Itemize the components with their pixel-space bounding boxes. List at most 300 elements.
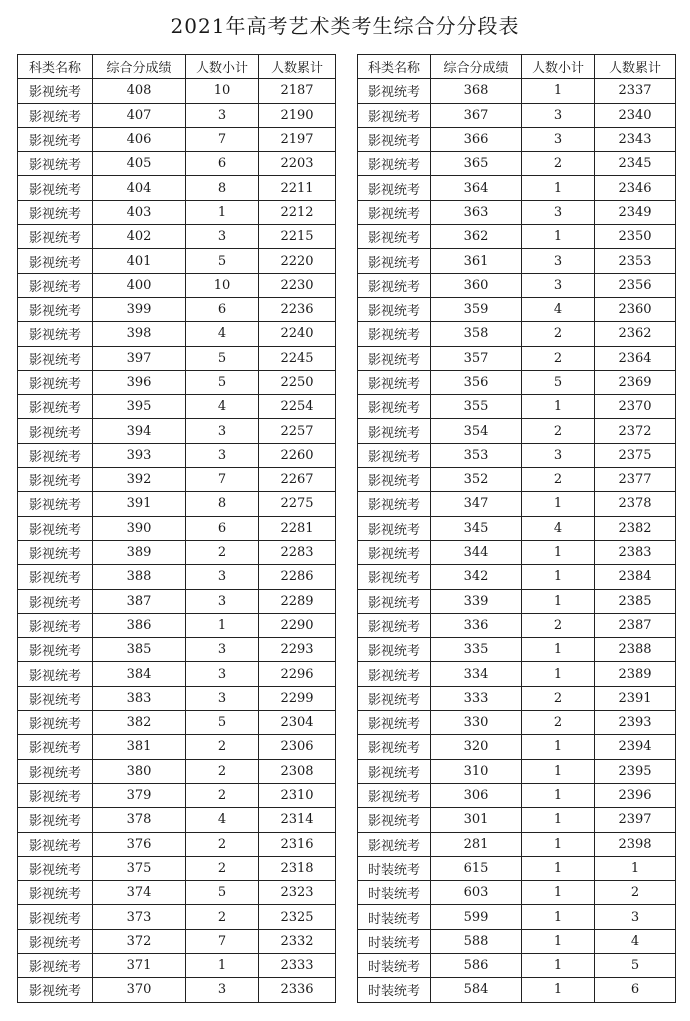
table-row — [18, 662, 336, 686]
cell-cumulative: 2388 — [595, 638, 676, 662]
cell-count: 1 — [522, 565, 595, 589]
cell-category: 影视统考 — [18, 249, 93, 273]
cell-cumulative: 2254 — [259, 395, 336, 419]
cell-cumulative: 2197 — [259, 127, 336, 151]
table-row — [358, 225, 676, 249]
table-row — [18, 808, 336, 832]
table-row — [358, 468, 676, 492]
cell-category: 影视统考 — [358, 492, 431, 516]
table-row — [358, 249, 676, 273]
cell-category: 影视统考 — [18, 856, 93, 880]
table-row — [358, 881, 676, 905]
table-row — [358, 856, 676, 880]
cell-category: 影视统考 — [18, 735, 93, 759]
table-row — [358, 613, 676, 637]
cell-score: 342 — [431, 565, 522, 589]
cell-score: 393 — [93, 443, 186, 467]
table-row — [358, 346, 676, 370]
cell-cumulative: 2230 — [259, 273, 336, 297]
cell-count: 1 — [522, 759, 595, 783]
cell-cumulative: 2382 — [595, 516, 676, 540]
table-row — [358, 152, 676, 176]
cell-score: 363 — [431, 200, 522, 224]
table-row — [358, 978, 676, 1002]
cell-count: 6 — [186, 297, 259, 321]
cell-category: 影视统考 — [18, 638, 93, 662]
cell-cumulative: 2293 — [259, 638, 336, 662]
cell-count: 1 — [522, 783, 595, 807]
cell-cumulative: 2370 — [595, 395, 676, 419]
cell-cumulative: 2304 — [259, 711, 336, 735]
cell-count: 1 — [522, 856, 595, 880]
cell-cumulative: 2336 — [259, 978, 336, 1002]
cell-cumulative: 2290 — [259, 613, 336, 637]
table-body-right — [358, 79, 676, 1002]
cell-category: 影视统考 — [358, 808, 431, 832]
cell-category: 影视统考 — [358, 200, 431, 224]
table-row — [18, 297, 336, 321]
cell-category: 影视统考 — [358, 735, 431, 759]
cell-cumulative: 3 — [595, 905, 676, 929]
cell-score: 400 — [93, 273, 186, 297]
column-header-count: 人数小计 — [522, 55, 595, 79]
cell-category: 影视统考 — [358, 419, 431, 443]
cell-cumulative: 2387 — [595, 613, 676, 637]
cell-category: 影视统考 — [358, 540, 431, 564]
cell-category: 影视统考 — [18, 322, 93, 346]
cell-count: 4 — [522, 297, 595, 321]
cell-cumulative: 2377 — [595, 468, 676, 492]
cell-score: 334 — [431, 662, 522, 686]
cell-cumulative: 2306 — [259, 735, 336, 759]
table-row — [18, 856, 336, 880]
cell-category: 影视统考 — [18, 176, 93, 200]
cell-score: 333 — [431, 686, 522, 710]
cell-category: 影视统考 — [358, 662, 431, 686]
cell-category: 影视统考 — [358, 468, 431, 492]
table-row — [358, 492, 676, 516]
table-row — [18, 370, 336, 394]
cell-category: 时装统考 — [358, 953, 431, 977]
cell-category: 时装统考 — [358, 881, 431, 905]
cell-score: 365 — [431, 152, 522, 176]
cell-cumulative: 2384 — [595, 565, 676, 589]
cell-count: 5 — [186, 346, 259, 370]
cell-category: 影视统考 — [358, 79, 431, 103]
cell-score: 359 — [431, 297, 522, 321]
table-row — [358, 929, 676, 953]
table-row — [18, 273, 336, 297]
table-row — [18, 759, 336, 783]
cell-category: 影视统考 — [358, 322, 431, 346]
cell-count: 8 — [186, 492, 259, 516]
cell-cumulative: 2360 — [595, 297, 676, 321]
cell-count: 3 — [186, 443, 259, 467]
table-row — [358, 808, 676, 832]
cell-category: 影视统考 — [18, 127, 93, 151]
cell-count: 1 — [522, 395, 595, 419]
cell-score: 301 — [431, 808, 522, 832]
cell-score: 364 — [431, 176, 522, 200]
column-header-category: 科类名称 — [358, 55, 431, 79]
table-row — [358, 103, 676, 127]
cell-cumulative: 2350 — [595, 225, 676, 249]
cell-score: 599 — [431, 905, 522, 929]
table-row — [18, 346, 336, 370]
column-header-category: 科类名称 — [18, 55, 93, 79]
table-row — [18, 419, 336, 443]
cell-count: 3 — [186, 686, 259, 710]
cell-category: 影视统考 — [18, 613, 93, 637]
cell-category: 影视统考 — [18, 565, 93, 589]
cell-category: 影视统考 — [18, 783, 93, 807]
cell-cumulative: 2314 — [259, 808, 336, 832]
cell-category: 影视统考 — [18, 905, 93, 929]
cell-category: 影视统考 — [18, 953, 93, 977]
cell-category: 影视统考 — [358, 249, 431, 273]
table-header-row — [358, 55, 676, 79]
cell-score: 373 — [93, 905, 186, 929]
cell-count: 7 — [186, 468, 259, 492]
cell-count: 3 — [522, 273, 595, 297]
cell-cumulative: 2369 — [595, 370, 676, 394]
cell-score: 371 — [93, 953, 186, 977]
cell-category: 影视统考 — [18, 540, 93, 564]
cell-count: 3 — [522, 200, 595, 224]
cell-cumulative: 2340 — [595, 103, 676, 127]
cell-category: 影视统考 — [358, 832, 431, 856]
cell-count: 2 — [522, 152, 595, 176]
cell-cumulative: 2236 — [259, 297, 336, 321]
cell-cumulative: 2286 — [259, 565, 336, 589]
table-row — [18, 613, 336, 637]
cell-count: 6 — [186, 516, 259, 540]
cell-count: 2 — [522, 686, 595, 710]
table-row — [18, 395, 336, 419]
cell-score: 345 — [431, 516, 522, 540]
cell-count: 1 — [522, 953, 595, 977]
cell-count: 3 — [186, 565, 259, 589]
cell-score: 389 — [93, 540, 186, 564]
cell-category: 影视统考 — [358, 127, 431, 151]
cell-count: 3 — [186, 662, 259, 686]
cell-score: 358 — [431, 322, 522, 346]
cell-category: 影视统考 — [358, 759, 431, 783]
cell-category: 影视统考 — [358, 516, 431, 540]
cell-count: 5 — [186, 249, 259, 273]
cell-score: 406 — [93, 127, 186, 151]
cell-category: 影视统考 — [18, 395, 93, 419]
cell-category: 影视统考 — [358, 346, 431, 370]
cell-count: 1 — [186, 613, 259, 637]
table-row — [358, 638, 676, 662]
table-row — [18, 686, 336, 710]
cell-score: 355 — [431, 395, 522, 419]
cell-count: 2 — [522, 322, 595, 346]
table-row — [358, 176, 676, 200]
cell-count: 2 — [186, 832, 259, 856]
cell-category: 影视统考 — [358, 370, 431, 394]
table-body-left — [18, 79, 336, 1002]
cell-cumulative: 2393 — [595, 711, 676, 735]
cell-count: 4 — [186, 322, 259, 346]
cell-score: 391 — [93, 492, 186, 516]
cell-count: 3 — [186, 419, 259, 443]
cell-count: 1 — [522, 832, 595, 856]
cell-cumulative: 2203 — [259, 152, 336, 176]
cell-count: 2 — [522, 711, 595, 735]
cell-cumulative: 2316 — [259, 832, 336, 856]
cell-score: 396 — [93, 370, 186, 394]
cell-category: 影视统考 — [18, 346, 93, 370]
table-row — [18, 978, 336, 1002]
cell-count: 4 — [522, 516, 595, 540]
cell-cumulative: 2215 — [259, 225, 336, 249]
cell-category: 影视统考 — [18, 759, 93, 783]
table-row — [358, 759, 676, 783]
cell-cumulative: 2353 — [595, 249, 676, 273]
cell-count: 1 — [522, 929, 595, 953]
cell-category: 影视统考 — [358, 589, 431, 613]
cell-category: 影视统考 — [18, 225, 93, 249]
cell-category: 影视统考 — [358, 152, 431, 176]
cell-cumulative: 2310 — [259, 783, 336, 807]
cell-score: 367 — [431, 103, 522, 127]
cell-score: 357 — [431, 346, 522, 370]
cell-cumulative: 2349 — [595, 200, 676, 224]
cell-score: 399 — [93, 297, 186, 321]
table-row — [358, 200, 676, 224]
cell-cumulative: 2364 — [595, 346, 676, 370]
cell-score: 347 — [431, 492, 522, 516]
cell-cumulative: 4 — [595, 929, 676, 953]
cell-score: 362 — [431, 225, 522, 249]
cell-cumulative: 2 — [595, 881, 676, 905]
cell-score: 361 — [431, 249, 522, 273]
cell-score: 306 — [431, 783, 522, 807]
cell-count: 3 — [186, 638, 259, 662]
cell-category: 影视统考 — [18, 808, 93, 832]
cell-cumulative: 2395 — [595, 759, 676, 783]
cell-count: 8 — [186, 176, 259, 200]
table-row — [18, 905, 336, 929]
cell-cumulative: 2267 — [259, 468, 336, 492]
cell-category: 影视统考 — [18, 103, 93, 127]
cell-score: 339 — [431, 589, 522, 613]
cell-cumulative: 2187 — [259, 79, 336, 103]
column-header-score: 综合分成绩 — [93, 55, 186, 79]
cell-cumulative: 2283 — [259, 540, 336, 564]
table-row — [18, 589, 336, 613]
cell-category: 影视统考 — [18, 79, 93, 103]
cell-score: 402 — [93, 225, 186, 249]
cell-category: 影视统考 — [18, 881, 93, 905]
cell-score: 603 — [431, 881, 522, 905]
cell-count: 2 — [522, 419, 595, 443]
cell-score: 401 — [93, 249, 186, 273]
cell-count: 3 — [522, 443, 595, 467]
cell-cumulative: 2398 — [595, 832, 676, 856]
table-row — [18, 103, 336, 127]
table-row — [358, 297, 676, 321]
cell-cumulative: 2375 — [595, 443, 676, 467]
cell-score: 374 — [93, 881, 186, 905]
score-table-right — [357, 54, 676, 1003]
cell-count: 2 — [186, 759, 259, 783]
cell-count: 5 — [186, 711, 259, 735]
cell-category: 影视统考 — [18, 662, 93, 686]
cell-score: 390 — [93, 516, 186, 540]
cell-count: 5 — [522, 370, 595, 394]
cell-count: 10 — [186, 273, 259, 297]
table-row — [18, 638, 336, 662]
cell-cumulative: 2260 — [259, 443, 336, 467]
table-row — [18, 565, 336, 589]
table-row — [18, 711, 336, 735]
cell-cumulative: 6 — [595, 978, 676, 1002]
cell-score: 387 — [93, 589, 186, 613]
cell-cumulative: 2383 — [595, 540, 676, 564]
table-row — [18, 832, 336, 856]
table-row — [18, 79, 336, 103]
cell-score: 394 — [93, 419, 186, 443]
table-row — [358, 419, 676, 443]
cell-count: 1 — [186, 953, 259, 977]
cell-score: 586 — [431, 953, 522, 977]
cell-cumulative: 2318 — [259, 856, 336, 880]
cell-score: 353 — [431, 443, 522, 467]
cell-score: 330 — [431, 711, 522, 735]
table-row — [358, 953, 676, 977]
table-row — [18, 127, 336, 151]
cell-score: 344 — [431, 540, 522, 564]
column-header-cumulative: 人数累计 — [259, 55, 336, 79]
table-row — [358, 735, 676, 759]
cell-score: 356 — [431, 370, 522, 394]
cell-cumulative: 2212 — [259, 200, 336, 224]
cell-count: 2 — [186, 540, 259, 564]
cell-score: 588 — [431, 929, 522, 953]
cell-category: 影视统考 — [358, 297, 431, 321]
cell-score: 584 — [431, 978, 522, 1002]
cell-category: 影视统考 — [18, 468, 93, 492]
table-row — [18, 225, 336, 249]
cell-category: 影视统考 — [358, 103, 431, 127]
cell-cumulative: 2257 — [259, 419, 336, 443]
cell-category: 影视统考 — [358, 686, 431, 710]
cell-score: 378 — [93, 808, 186, 832]
cell-count: 1 — [522, 225, 595, 249]
cell-cumulative: 2346 — [595, 176, 676, 200]
cell-category: 影视统考 — [358, 443, 431, 467]
cell-score: 379 — [93, 783, 186, 807]
cell-score: 372 — [93, 929, 186, 953]
cell-count: 7 — [186, 929, 259, 953]
cell-score: 407 — [93, 103, 186, 127]
cell-cumulative: 2211 — [259, 176, 336, 200]
cell-count: 1 — [522, 881, 595, 905]
table-row — [18, 176, 336, 200]
cell-count: 1 — [522, 735, 595, 759]
cell-score: 320 — [431, 735, 522, 759]
cell-score: 385 — [93, 638, 186, 662]
cell-cumulative: 2296 — [259, 662, 336, 686]
cell-cumulative: 2345 — [595, 152, 676, 176]
cell-count: 2 — [522, 613, 595, 637]
table-row — [18, 443, 336, 467]
cell-category: 影视统考 — [18, 152, 93, 176]
cell-count: 3 — [186, 225, 259, 249]
cell-count: 1 — [522, 662, 595, 686]
cell-count: 5 — [186, 881, 259, 905]
table-row — [358, 783, 676, 807]
cell-count: 1 — [522, 905, 595, 929]
cell-score: 384 — [93, 662, 186, 686]
cell-score: 335 — [431, 638, 522, 662]
table-row — [18, 516, 336, 540]
cell-category: 影视统考 — [358, 613, 431, 637]
cell-cumulative: 2289 — [259, 589, 336, 613]
cell-cumulative: 2275 — [259, 492, 336, 516]
cell-category: 时装统考 — [358, 856, 431, 880]
cell-count: 1 — [186, 200, 259, 224]
cell-cumulative: 1 — [595, 856, 676, 880]
cell-count: 4 — [186, 808, 259, 832]
table-row — [358, 589, 676, 613]
cell-count: 1 — [522, 589, 595, 613]
cell-score: 281 — [431, 832, 522, 856]
cell-category: 时装统考 — [358, 929, 431, 953]
cell-count: 5 — [186, 370, 259, 394]
cell-category: 影视统考 — [18, 978, 93, 1002]
cell-score: 370 — [93, 978, 186, 1002]
table-row — [358, 905, 676, 929]
table-row — [18, 783, 336, 807]
cell-count: 2 — [186, 905, 259, 929]
cell-count: 6 — [186, 152, 259, 176]
cell-score: 398 — [93, 322, 186, 346]
table-row — [358, 516, 676, 540]
table-row — [18, 953, 336, 977]
cell-count: 2 — [522, 468, 595, 492]
table-row — [18, 200, 336, 224]
cell-count: 1 — [522, 79, 595, 103]
cell-category: 影视统考 — [358, 565, 431, 589]
cell-category: 时装统考 — [358, 905, 431, 929]
cell-count: 1 — [522, 638, 595, 662]
cell-score: 352 — [431, 468, 522, 492]
table-row — [358, 127, 676, 151]
cell-count: 2 — [186, 735, 259, 759]
column-header-cumulative: 人数累计 — [595, 55, 676, 79]
cell-cumulative: 2220 — [259, 249, 336, 273]
cell-count: 1 — [522, 978, 595, 1002]
cell-cumulative: 2391 — [595, 686, 676, 710]
cell-cumulative: 2397 — [595, 808, 676, 832]
cell-cumulative: 5 — [595, 953, 676, 977]
table-row — [358, 686, 676, 710]
cell-count: 3 — [522, 249, 595, 273]
cell-cumulative: 2250 — [259, 370, 336, 394]
cell-count: 7 — [186, 127, 259, 151]
cell-cumulative: 2332 — [259, 929, 336, 953]
cell-cumulative: 2240 — [259, 322, 336, 346]
cell-score: 405 — [93, 152, 186, 176]
table-row — [358, 395, 676, 419]
cell-cumulative: 2245 — [259, 346, 336, 370]
cell-count: 3 — [522, 127, 595, 151]
cell-category: 影视统考 — [18, 929, 93, 953]
